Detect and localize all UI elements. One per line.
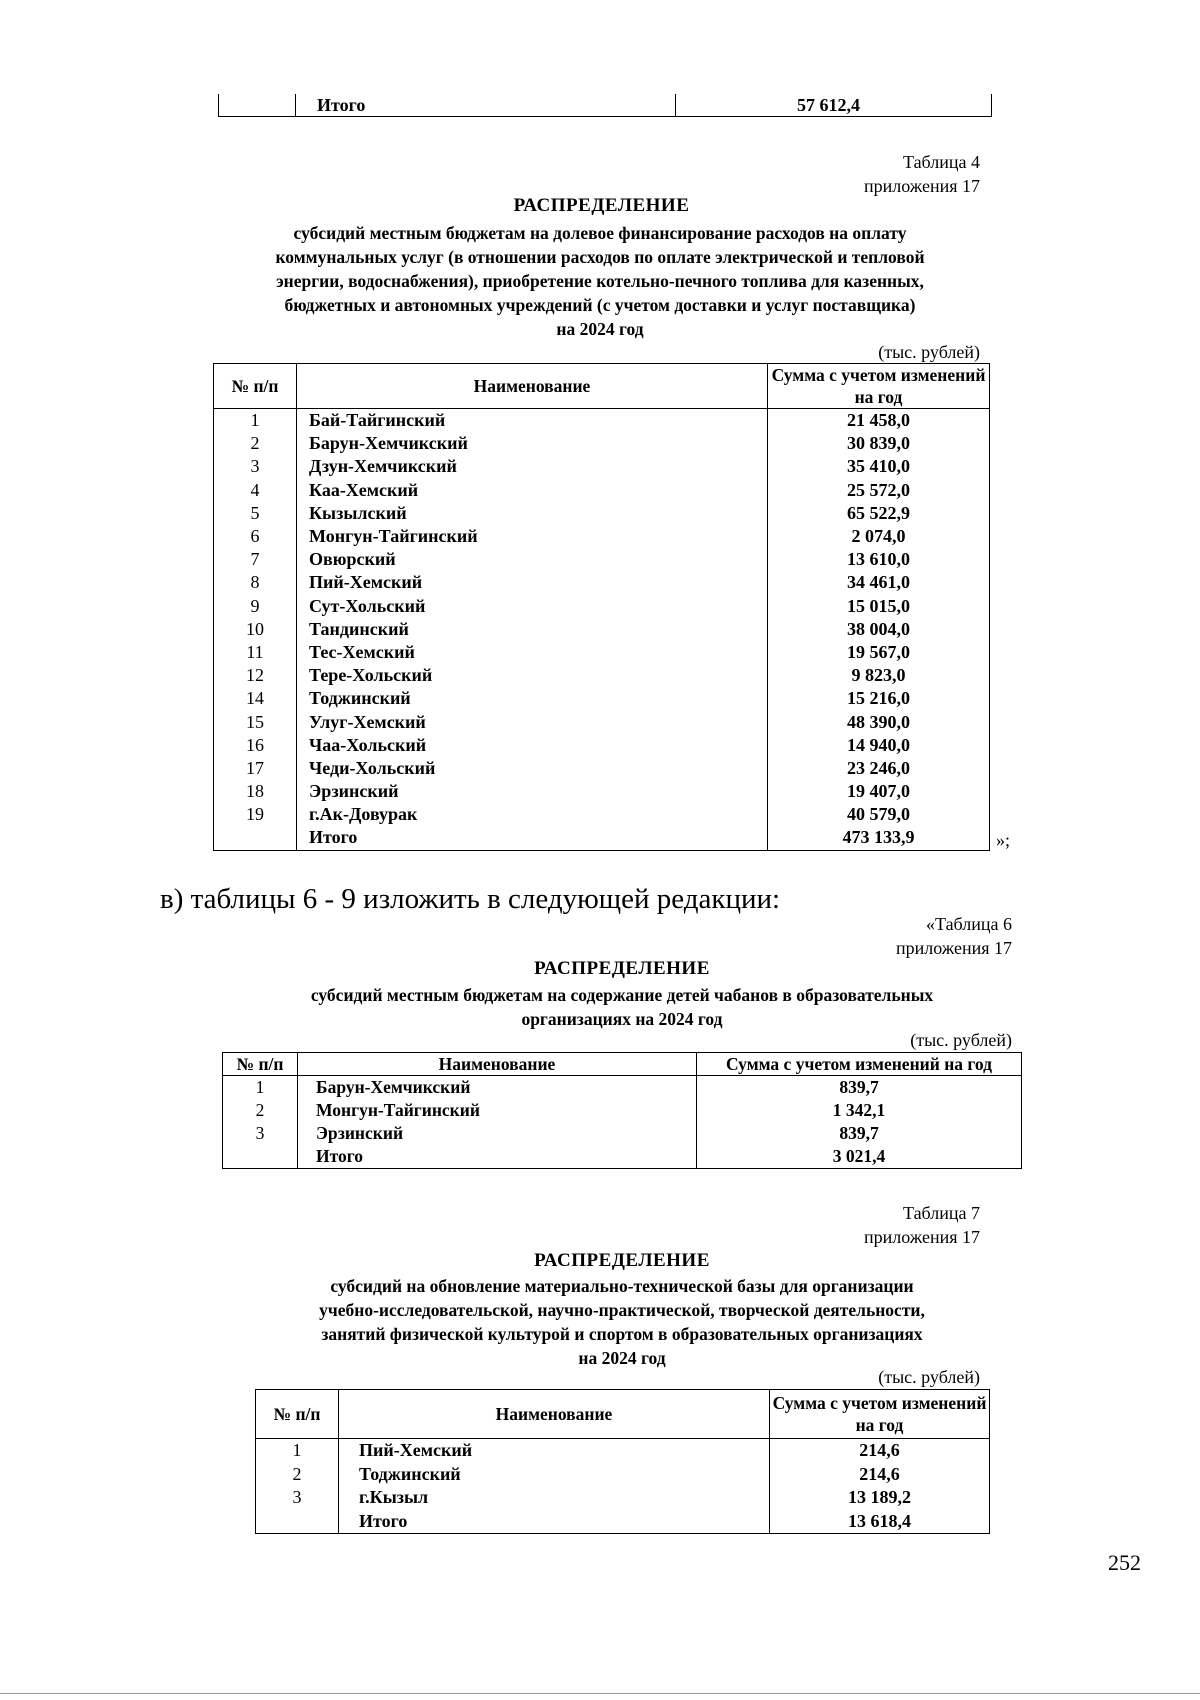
table4-subtitle-line: субсидий местным бюджетам на долевое финансирование расходов на оплату — [293, 223, 907, 243]
row-sum: 9 823,0 — [768, 664, 990, 687]
row-name: г.Ак-Довурак — [297, 803, 768, 826]
row-sum: 19 407,0 — [768, 780, 990, 803]
table4-caption-line2: приложения 17 — [863, 176, 980, 196]
table6-caption-line1: «Таблица 6 — [926, 914, 1012, 934]
row-sum: 2 074,0 — [768, 525, 990, 548]
total-value: 57 612,4 — [797, 95, 860, 115]
table6-caption-line2: приложения 17 — [895, 938, 1012, 958]
row-sum: 13 610,0 — [768, 548, 990, 571]
row-name: Эрзинский — [298, 1122, 697, 1145]
row-number: 1 — [223, 1076, 298, 1100]
table4-title: РАСПРЕДЕЛЕНИЕ — [513, 195, 690, 216]
table4-subtitle-line: энергии, водоснабжения), приобретение котельно-печного топлива для казенных, — [276, 271, 924, 291]
scan-edge-line — [0, 1693, 1200, 1694]
row-name: Чаа-Хольский — [297, 734, 768, 757]
table7-caption-line1: Таблица 7 — [903, 1203, 980, 1223]
row-number — [223, 1145, 298, 1169]
table-row — [214, 479, 990, 502]
row-sum: 19 567,0 — [768, 641, 990, 664]
row-name: Итого — [298, 1145, 697, 1169]
table-row — [214, 595, 990, 618]
table7-subtitle-line: на 2024 год — [578, 1348, 666, 1368]
row-name: Тоджинский — [297, 687, 768, 710]
row-name: Каа-Хемский — [297, 479, 768, 502]
row-number: 3 — [214, 455, 297, 478]
row-sum: 214,6 — [770, 1463, 990, 1487]
row-name: Тес-Хемский — [297, 641, 768, 664]
row-sum: 34 461,0 — [768, 571, 990, 594]
row-number: 15 — [214, 710, 297, 733]
table-row — [256, 1439, 990, 1463]
table-row — [214, 641, 990, 664]
row-name: Пий-Хемский — [339, 1439, 770, 1463]
total-label: Итого — [317, 95, 366, 115]
table-row — [223, 1122, 1022, 1145]
table-row — [214, 455, 990, 478]
row-number: 14 — [214, 687, 297, 710]
row-number: 18 — [214, 780, 297, 803]
table6 — [222, 1052, 1022, 1169]
row-number: 4 — [214, 479, 297, 502]
row-sum: 839,7 — [697, 1076, 1022, 1100]
table-row — [214, 780, 990, 803]
header-sum: Сумма с учетом изменений на год — [770, 1390, 990, 1439]
row-number: 16 — [214, 734, 297, 757]
row-name: Пий-Хемский — [297, 571, 768, 594]
table-row — [214, 432, 990, 455]
table-row — [214, 664, 990, 687]
row-sum: 1 342,1 — [697, 1099, 1022, 1122]
header-num: № п/п — [223, 1053, 298, 1076]
header-num: № п/п — [214, 364, 297, 409]
row-number: 2 — [256, 1463, 339, 1487]
row-number: 9 — [214, 595, 297, 618]
row-name: Кызылский — [297, 502, 768, 525]
row-sum: 48 390,0 — [768, 710, 990, 733]
table6-subtitle-line: субсидий местным бюджетам на содержание детей чабанов в образовательных — [310, 985, 934, 1005]
table7-subtitle — [222, 1274, 1022, 1370]
table-row — [214, 757, 990, 780]
row-number: 10 — [214, 618, 297, 641]
table-row — [214, 687, 990, 710]
table4-units: (тыс. рублей) — [878, 342, 980, 362]
total-row — [223, 1145, 1022, 1169]
header-sum: Сумма с учетом изменений на год — [768, 364, 990, 409]
row-name: Монгун-Тайгинский — [297, 525, 768, 548]
table6-subtitle — [222, 983, 1022, 1031]
row-name: Чеди-Хольский — [297, 757, 768, 780]
total-row — [256, 1510, 990, 1534]
row-name: Сут-Хольский — [297, 595, 768, 618]
table6-title: РАСПРЕДЕЛЕНИЕ — [534, 958, 710, 979]
row-name: Итого — [339, 1510, 770, 1534]
page-number: 252 — [1108, 1550, 1141, 1575]
table7-subtitle-line: учебно-исследовательской, научно-практической, творческой деятельности, — [319, 1300, 925, 1320]
row-sum: 3 021,4 — [697, 1145, 1022, 1169]
table4-caption — [700, 150, 980, 198]
row-sum: 14 940,0 — [768, 734, 990, 757]
table6-subtitle-line: организациях на 2024 год — [521, 1009, 723, 1029]
table-row — [214, 525, 990, 548]
row-sum: 35 410,0 — [768, 455, 990, 478]
row-name: Монгун-Тайгинский — [298, 1099, 697, 1122]
table4 — [213, 363, 990, 851]
row-sum: 21 458,0 — [768, 409, 990, 433]
row-sum: 38 004,0 — [768, 618, 990, 641]
row-number: 11 — [214, 641, 297, 664]
table4-subtitle-line: бюджетных и автономных учреждений (с учетом доставки и услуг поставщика) — [284, 295, 916, 315]
row-number: 17 — [214, 757, 297, 780]
row-sum: 473 133,9 — [768, 826, 990, 850]
row-name: Тере-Хольский — [297, 664, 768, 687]
table4-caption-line1: Таблица 4 — [903, 152, 980, 172]
table-row — [223, 1099, 1022, 1122]
row-sum: 214,6 — [770, 1439, 990, 1463]
table7-subtitle-line: занятий физической культурой и спортом в образовательных организациях — [321, 1324, 923, 1344]
row-name: Улуг-Хемский — [297, 710, 768, 733]
table-row — [214, 618, 990, 641]
table-row — [214, 548, 990, 571]
table6-units: (тыс. рублей) — [910, 1030, 1012, 1050]
row-name: Дзун-Хемчикский — [297, 455, 768, 478]
row-number: 6 — [214, 525, 297, 548]
row-sum: 13 189,2 — [770, 1486, 990, 1510]
table6-caption — [740, 912, 1012, 960]
row-sum: 25 572,0 — [768, 479, 990, 502]
row-number: 2 — [214, 432, 297, 455]
table7-title: РАСПРЕДЕЛЕНИЕ — [534, 1250, 710, 1271]
row-number: 1 — [256, 1439, 339, 1463]
row-name: г.Кызыл — [339, 1486, 770, 1510]
table-row — [256, 1463, 990, 1487]
row-name: Овюрский — [297, 548, 768, 571]
row-number: 8 — [214, 571, 297, 594]
table-row — [214, 409, 990, 433]
row-number: 3 — [223, 1122, 298, 1145]
header-name: Наименование — [339, 1390, 770, 1439]
row-sum: 15 216,0 — [768, 687, 990, 710]
table-row — [214, 734, 990, 757]
row-name: Бай-Тайгинский — [297, 409, 768, 433]
row-name: Барун-Хемчикский — [298, 1076, 697, 1100]
instruction-text: в) таблицы 6 - 9 изложить в следующей редакции: — [160, 883, 781, 915]
row-sum: 839,7 — [697, 1122, 1022, 1145]
row-number: 3 — [256, 1486, 339, 1510]
table7 — [255, 1389, 990, 1534]
table7-caption-line2: приложения 17 — [863, 1227, 980, 1247]
header-sum: Сумма с учетом изменений на год — [697, 1053, 1022, 1076]
row-number: 5 — [214, 502, 297, 525]
header-num: № п/п — [256, 1390, 339, 1439]
row-number: 7 — [214, 548, 297, 571]
header-name: Наименование — [298, 1053, 697, 1076]
row-name: Итого — [297, 826, 768, 850]
row-number: 19 — [214, 803, 297, 826]
row-name: Эрзинский — [297, 780, 768, 803]
row-number: 2 — [223, 1099, 298, 1122]
table-row — [214, 803, 990, 826]
row-sum: 30 839,0 — [768, 432, 990, 455]
row-name: Барун-Хемчикский — [297, 432, 768, 455]
column-divider — [675, 94, 676, 116]
row-sum: 15 015,0 — [768, 595, 990, 618]
row-number — [214, 826, 297, 850]
row-sum: 13 618,4 — [770, 1510, 990, 1534]
row-sum: 23 246,0 — [768, 757, 990, 780]
row-name: Тандинский — [297, 618, 768, 641]
column-divider — [295, 94, 296, 116]
table-row — [214, 502, 990, 525]
table-row — [214, 571, 990, 594]
row-number: 1 — [214, 409, 297, 433]
table4-subtitle-line: коммунальных услуг (в отношении расходов по оплате электрической и тепловой — [275, 247, 925, 267]
table4-subtitle — [190, 221, 1010, 341]
header-name: Наименование — [297, 364, 768, 409]
table-row — [223, 1076, 1022, 1100]
table-row — [256, 1486, 990, 1510]
row-sum: 40 579,0 — [768, 803, 990, 826]
closing-quote-mark: »; — [996, 830, 1011, 850]
previous-table-total-row — [218, 94, 992, 117]
table-row — [214, 710, 990, 733]
table7-units: (тыс. рублей) — [878, 1367, 980, 1387]
row-name: Тоджинский — [339, 1463, 770, 1487]
table7-caption — [700, 1201, 980, 1249]
row-number: 12 — [214, 664, 297, 687]
table7-subtitle-line: субсидий на обновление материально-технической базы для организации — [330, 1276, 914, 1296]
table4-subtitle-line: на 2024 год — [556, 319, 644, 339]
row-sum: 65 522,9 — [768, 502, 990, 525]
total-row — [214, 826, 990, 850]
row-number — [256, 1510, 339, 1534]
